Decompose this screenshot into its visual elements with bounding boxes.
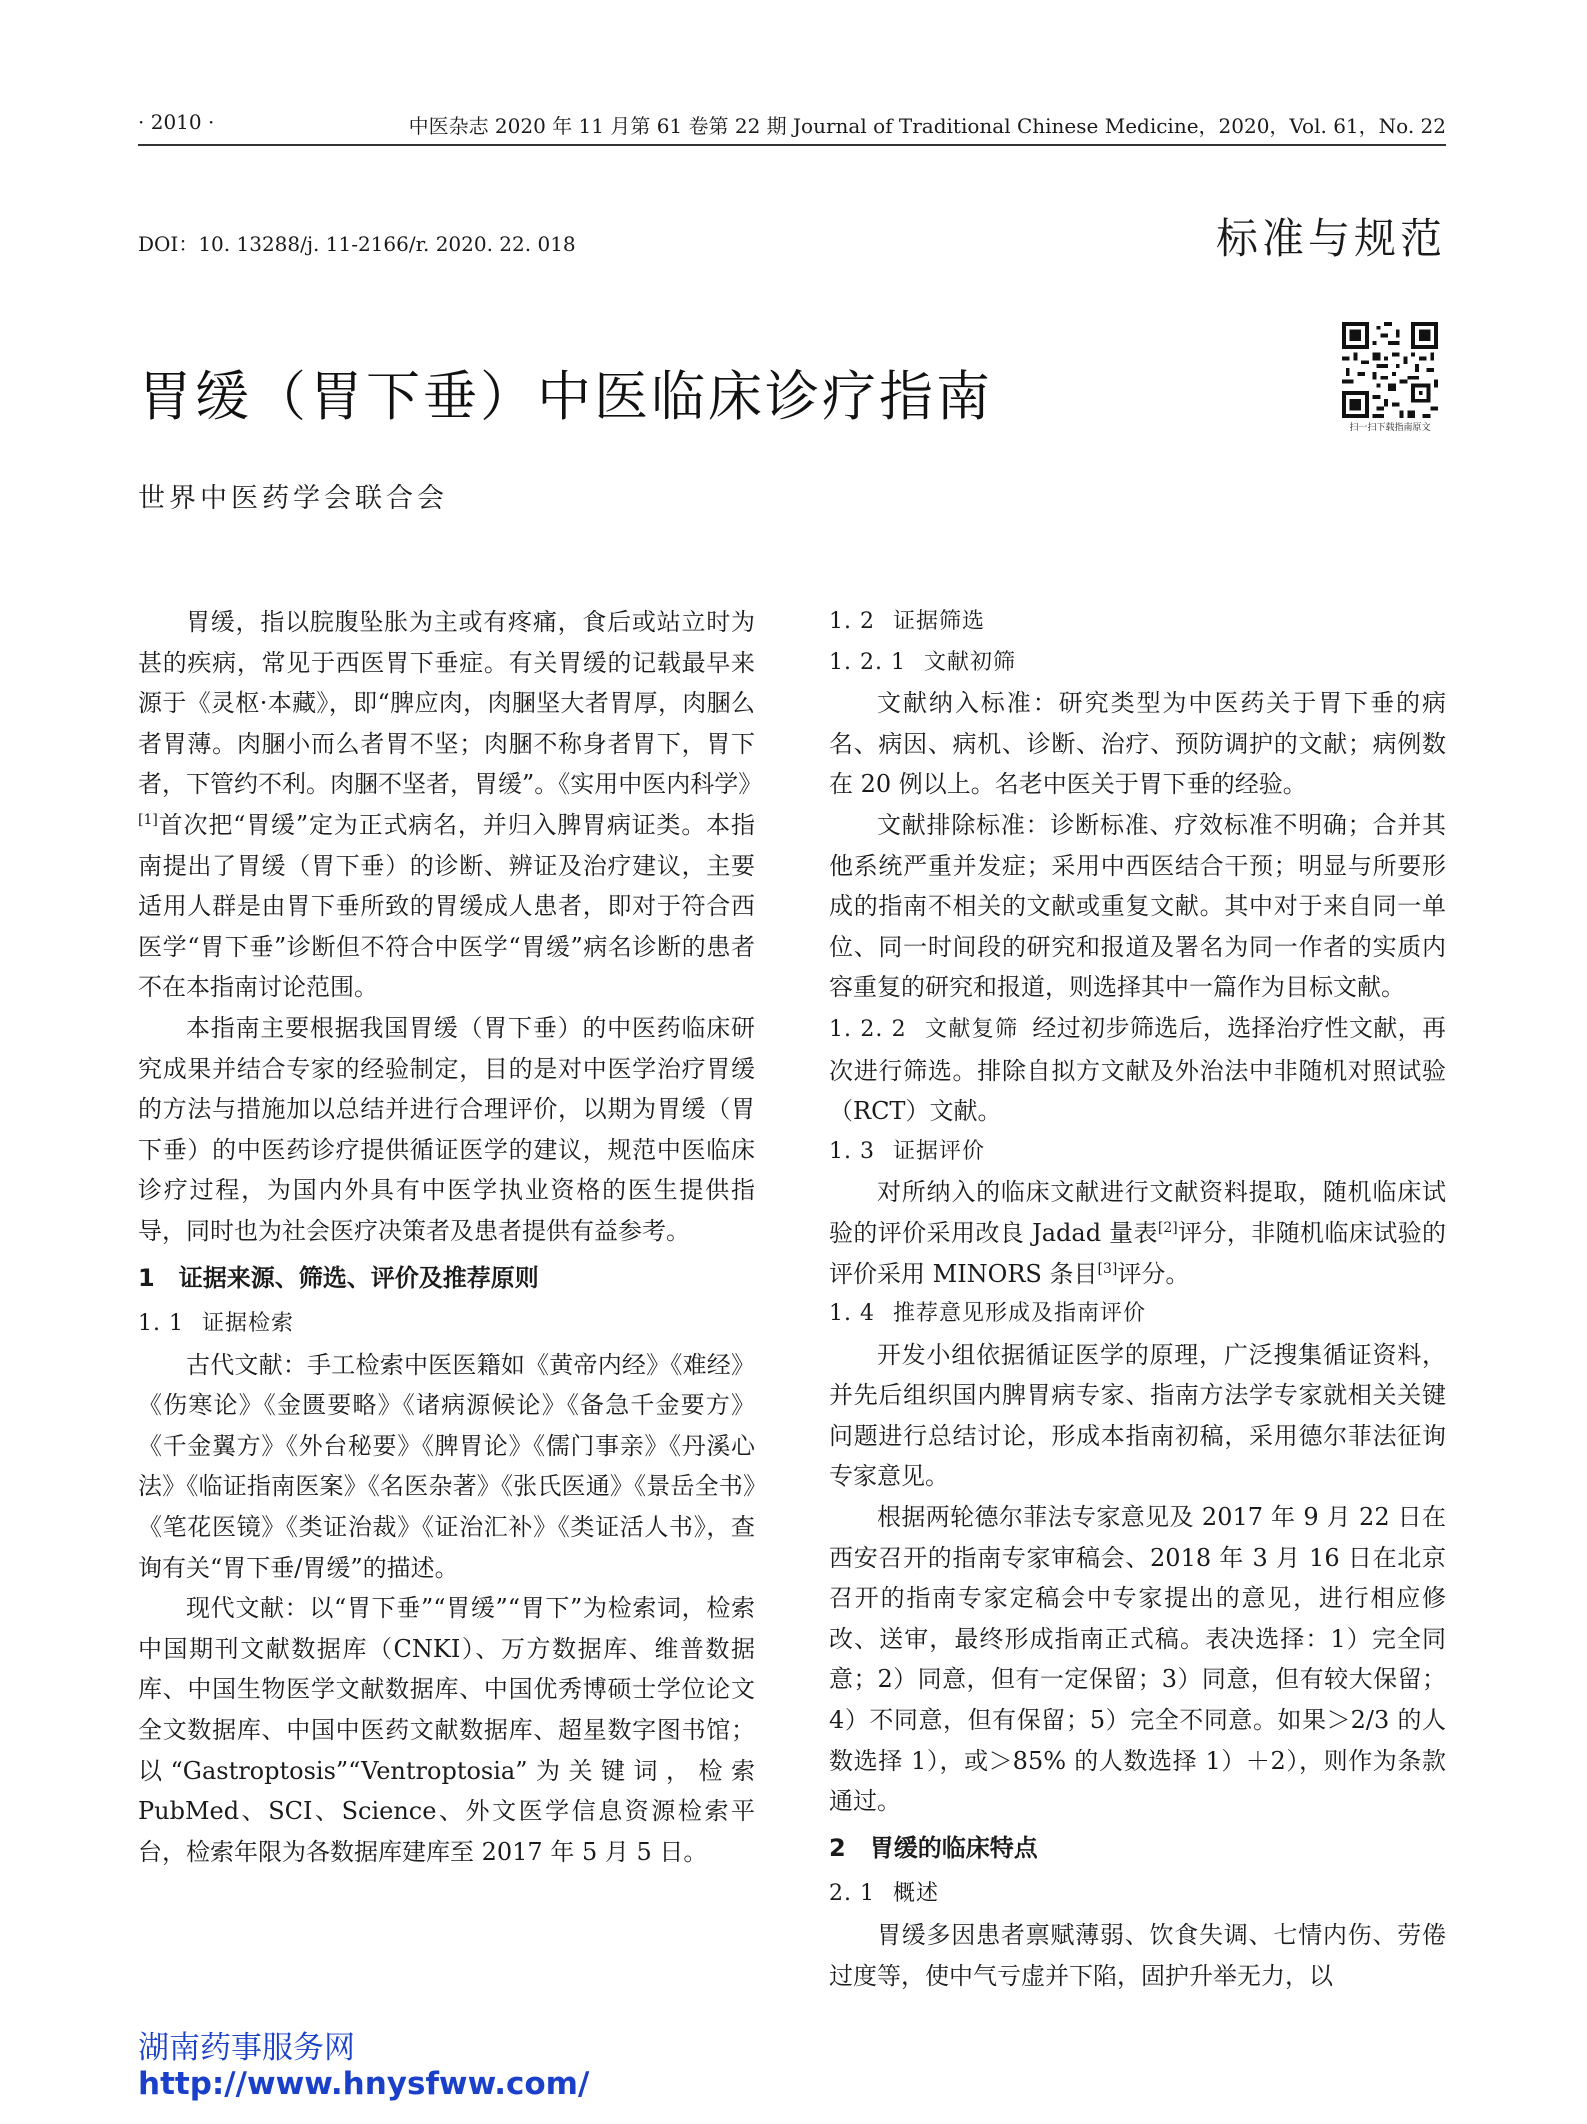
paragraph: 文献纳入标准：研究类型为中医药关于胃下垂的病名、病因、病机、诊断、治疗、预防调护的文献；病例数在 20 例以上。名老中医关于胃下垂的经验。 — [829, 689, 1446, 799]
subsection-heading: 1. 3 证据评价 — [829, 1138, 985, 1164]
paragraph: 根据两轮德尔菲法专家意见及 2017 年 9 月 22 日在西安召开的指南专家审稿会、2018 年 3 月 16 日在北京召开的指南专家定稿会中专家提出的意见，进行相应修改、送审，最终形成指南正式稿。表决选择：1）完全同意；2）同意，但有一定保留；3）同意，但有较大保留；4）不同意，但有保留；5）完全不同意。如果＞2/3 的人数选择 1），或＞85% 的人数选择 1）＋2），则作为条款通过。 — [829, 1503, 1446, 1816]
subsection-heading: 1. 2 证据筛选 — [829, 609, 985, 634]
journal-citation: 中医杂志 2020 年 11 月第 61 卷第 22 期 Journal of Traditional Chinese Medicine，2020，Vol. 61，No. 22 — [408, 114, 1446, 138]
watermark-url[interactable]: http://www.hnysfww.com/ — [138, 2066, 590, 2102]
paragraph: 古代文献：手工检索中医医籍如《黄帝内经》《难经》《伤寒论》《金匮要略》《诸病源候论》《备急千金要方》《千金翼方》《外台秘要》《脾胃论》《儒门事亲》《丹溪心法》《临证指南医案》《名医杂著》《张氏医通》《景岳全书》《笔花医镜》《类证治裁》《证治汇补》《类证活人书》，查询有关“胃下垂/胃缓”的描述。 — [138, 1350, 755, 1582]
paragraph: 现代文献：以“胃下垂”“胃缓”“胃下”为检索词，检索中国期刊文献数据库（CNKI）、万方数据库、维普数据库、中国生物医学文献数据库、中国优秀博硕士学位论文全文数据库、中国中医药文献数据库、超星数字图书馆；以“Gastroptosis”“Ventroptosia”为关键词，检索 PubMed、SCI、Science、外文医学信息资源检索平台，检索年限为各数据库建库至 2017 年 5 月 5 日。 — [138, 1594, 755, 1866]
paragraph: 开发小组依据循证医学的原理，广泛搜集循证资料，并先后组织国内脾胃病专家、指南方法学专家就相关关键问题进行总结讨论，形成本指南初稿，采用德尔菲法征询专家意见。 — [829, 1340, 1446, 1491]
paragraph: 对所纳入的临床文献进行文献资料提取，随机临床试验的评价采用改良 Jadad 量表[2]评分，非随机临床试验的评价采用 MINORS 条目[3]评分。 — [829, 1178, 1447, 1288]
qr-caption: 扫一扫下载指南原文 — [1349, 423, 1431, 433]
watermark — [138, 2030, 589, 2102]
paragraph: 文献排除标准：诊断标准、疗效标准不明确；合并其他系统严重并发症；采用中西医结合干预；明显与所要形成的指南不相关的文献或重复文献。其中对于来自同一单位、同一时间段的研究和报道及署名为同一作者的实质内容重复的研究和报道，则选择其中一篇作为目标文献。 — [829, 810, 1446, 1002]
article-title: 胃缓（胃下垂）中医临床诊疗指南 — [138, 365, 993, 429]
page-number: · 2010 · — [138, 110, 215, 134]
qr-code — [1342, 322, 1438, 418]
section-heading: 2 胃缓的临床特点 — [829, 1833, 1038, 1862]
paragraph: 胃缓，指以脘腹坠胀为主或有疼痛，食后或站立时为甚的疾病，常见于西医胃下垂症。有关胃缓的记载最早来源于《灵枢·本藏》，即“脾应肉，肉䐃坚大者胃厚，肉䐃么者胃薄。肉䐃小而么者胃不坚；肉䐃不称身者胃下，胃下者，下管约不利。肉䐃不坚者，胃缓”。《实用中医内科学》[1]首次把“胃缓”定为正式病名，并归入脾胃病证类。本指南提出了胃缓（胃下垂）的诊断、辨证及治疗建议，主要适用人群是由胃下垂所致的胃缓成人患者，即对于符合西医学“胃下垂”诊断但不符合中医学“胃缓”病名诊断的患者不在本指南讨论范围。 — [138, 608, 763, 1002]
citation-ref[interactable]: [3] — [1097, 1260, 1118, 1277]
doi: DOI：10. 13288/j. 11-2166/r. 2020. 22. 018 — [138, 232, 576, 256]
paragraph: 胃缓多因患者禀赋薄弱、饮食失调、七情内伤、劳倦过度等，使中气亏虚并下陷，固护升举无力，以 — [829, 1921, 1446, 1990]
left-column — [138, 602, 763, 1872]
right-column — [829, 602, 1446, 1996]
subsection-heading: 1. 1 证据检索 — [138, 1311, 294, 1337]
subsection-heading: 1. 2. 1 文献初筛 — [829, 649, 1016, 675]
watermark-name: 湖南药事服务网 — [138, 2030, 355, 2066]
citation-ref[interactable]: [1] — [138, 811, 158, 828]
section-heading: 1 证据来源、筛选、评价及推荐原则 — [138, 1263, 539, 1292]
author: 世界中医药学会联合会 — [138, 483, 448, 514]
section-category: 标准与规范 — [1215, 214, 1446, 263]
subsection-heading: 1. 4 推荐意见形成及指南评价 — [829, 1301, 1146, 1327]
subsection-heading: 2. 1 概述 — [829, 1881, 939, 1907]
paragraph: 1. 2. 2 文献复筛 经过初步筛选后，选择治疗性文献，再次进行筛选。排除自拟方文献及外治法中非随机对照试验（RCT）文献。 — [829, 1013, 1446, 1126]
paragraph: 本指南主要根据我国胃缓（胃下垂）的中医药临床研究成果并结合专家的经验制定，目的是对中医学治疗胃缓的方法与措施加以总结并进行合理评价，以期为胃缓（胃下垂）的中医药诊疗提供循证医学的建议，规范中医临床诊疗过程，为国内外具有中医学执业资格的医生提供指导，同时也为社会医疗决策者及患者提供有益参考。 — [138, 1013, 755, 1245]
citation-ref[interactable]: [2] — [1157, 1219, 1178, 1236]
running-header — [138, 104, 1446, 146]
